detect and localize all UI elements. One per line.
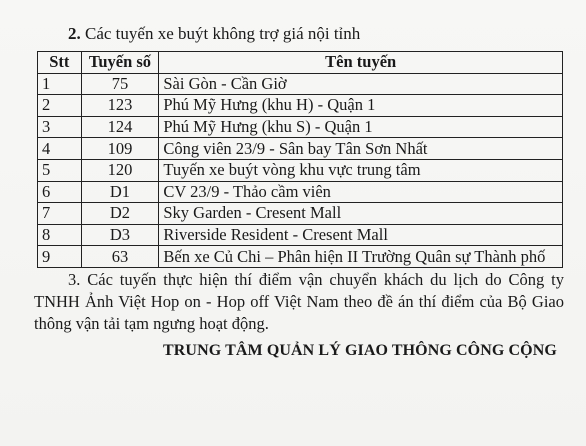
row-stt: 9: [38, 246, 82, 268]
row-stt: 2: [38, 95, 82, 117]
row-route-name: Phú Mỹ Hưng (khu H) - Quận 1: [159, 95, 563, 117]
section-2-title: Các tuyến xe buýt không trợ giá nội tỉnh: [80, 24, 361, 43]
table-row: [38, 138, 563, 160]
section-2-number: 2.: [68, 24, 81, 43]
row-route-number: D1: [81, 181, 159, 203]
header-stt: Stt: [38, 52, 82, 74]
section-2-heading: [68, 24, 360, 44]
row-route-number: 120: [81, 159, 159, 181]
row-route-name: Phú Mỹ Hưng (khu S) - Quận 1: [159, 116, 563, 138]
row-stt: 1: [38, 73, 82, 95]
section-3-line-1: 3. Các tuyến thực hiện thí điểm vận chuyển khách du lịch do Công ty: [68, 270, 564, 289]
row-stt: 6: [38, 181, 82, 203]
header-route-name: Tên tuyến: [159, 52, 563, 74]
table-row: [38, 224, 563, 246]
row-route-number: D3: [81, 224, 159, 246]
table-row: [38, 73, 563, 95]
row-route-name: Sky Garden - Cresent Mall: [159, 203, 563, 225]
header-route-number: Tuyến số: [81, 52, 159, 74]
row-stt: 3: [38, 116, 82, 138]
row-route-name: Sài Gòn - Cần Giờ: [159, 73, 563, 95]
table-row: [38, 246, 563, 268]
row-stt: 5: [38, 159, 82, 181]
table-row: [38, 95, 563, 117]
row-stt: 8: [38, 224, 82, 246]
row-route-number: 109: [81, 138, 159, 160]
section-3-paragraph: [34, 269, 564, 335]
row-route-name: Riverside Resident - Cresent Mall: [159, 224, 563, 246]
table-row: [38, 181, 563, 203]
row-route-name: CV 23/9 - Thảo cầm viên: [159, 181, 563, 203]
table-row: [38, 159, 563, 181]
section-3-line-2: TNHH Ảnh Việt Hop on - Hop off Việt Nam theo đề án thí điểm của Bộ Giao: [34, 292, 564, 311]
table-row: [38, 116, 563, 138]
row-route-number: 123: [81, 95, 159, 117]
table-header-row: [38, 52, 563, 74]
row-route-name: Công viên 23/9 - Sân bay Tân Sơn Nhất: [159, 138, 563, 160]
section-3-line-3: thông vận tải tạm ngưng hoạt động.: [34, 314, 269, 333]
row-route-number: 63: [81, 246, 159, 268]
signature-organization: TRUNG TÂM QUẢN LÝ GIAO THÔNG CÔNG CỘNG: [163, 342, 557, 359]
row-route-number: 124: [81, 116, 159, 138]
row-stt: 7: [38, 203, 82, 225]
table-row: [38, 203, 563, 225]
row-route-number: 75: [81, 73, 159, 95]
row-route-number: D2: [81, 203, 159, 225]
row-stt: 4: [38, 138, 82, 160]
row-route-name: Bến xe Củ Chi – Phân hiện II Trường Quân sự Thành phố: [159, 246, 563, 268]
bus-routes-table: [37, 51, 563, 268]
row-route-name: Tuyến xe buýt vòng khu vực trung tâm: [159, 159, 563, 181]
